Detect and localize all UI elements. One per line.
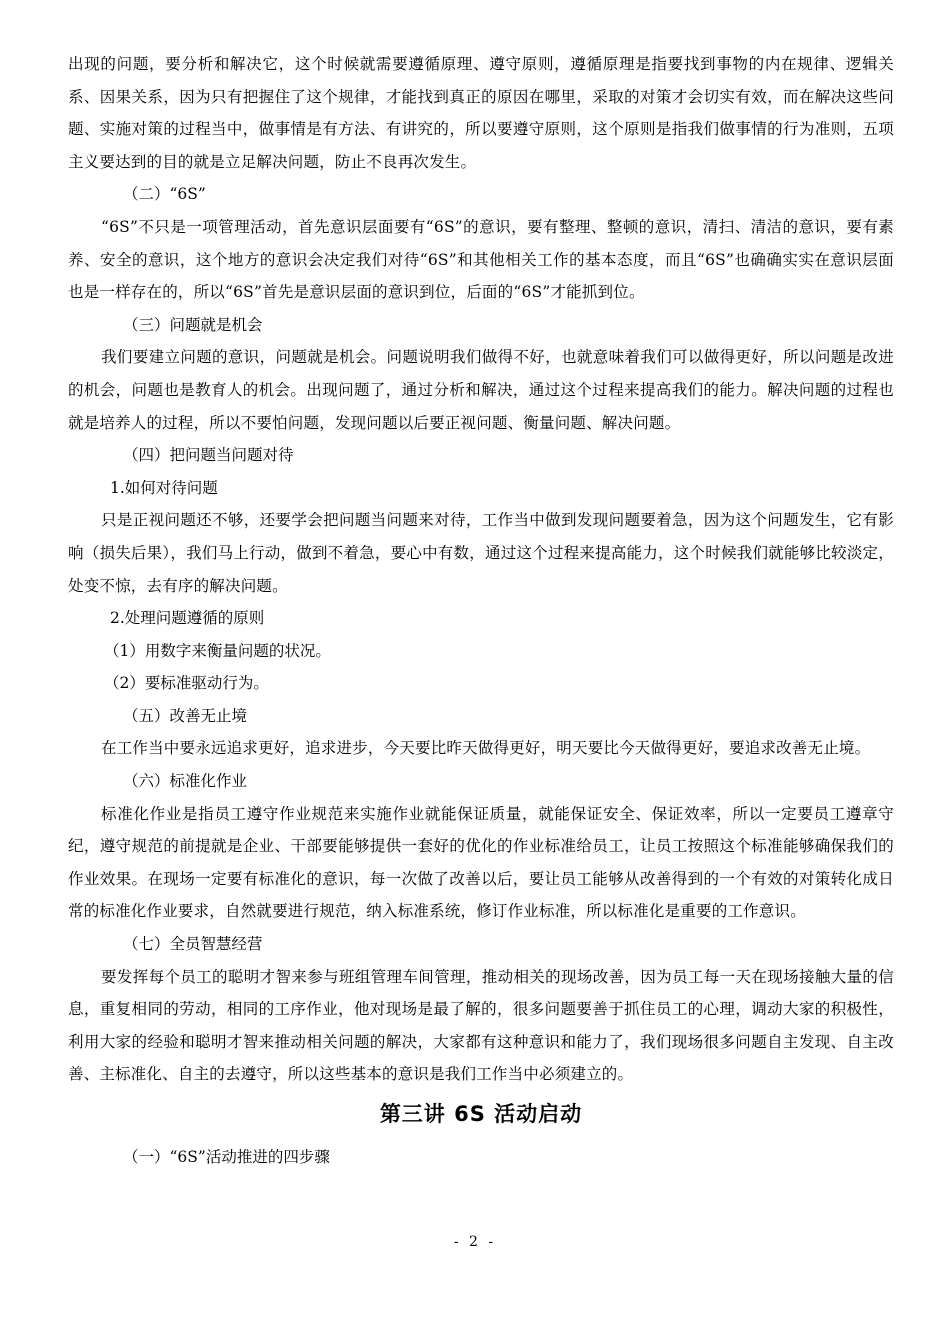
heading-continuous-improvement: （五）改善无止境 — [123, 706, 248, 725]
heading-collective-wisdom: （七）全员智慧经营 — [123, 935, 263, 954]
heading-treat-problems: （四）把问题当问题对待 — [123, 446, 294, 465]
paragraph-treat-problems: 只是正视问题还不够，还要学会把问题当问题来对待，工作当中做到发现问题要着急，因为这个问题发生，它有影响（损失后果），我们马上行动，做到不着急，要心中有数，通过这个过程来提高能力，这个时候我们就能够比较淡定，处变不惊，去有序的解决问题。 — [68, 511, 894, 595]
heading-problem-is-opportunity: （三）问题就是机会 — [123, 315, 263, 334]
subheading-principles: 2.处理问题遵循的原则 — [110, 609, 265, 628]
heading-6s: （二）“6S” — [123, 185, 206, 204]
subheading-how-to-treat: 1.如何对待问题 — [110, 478, 218, 497]
page-number: - 2 - — [453, 1234, 497, 1250]
lecture-title: 第三讲 6S 活动启动 — [379, 1102, 583, 1126]
paragraph-standardized-work: 标准化作业是指员工遵守作业规范来实施作业就能保证质量，就能保证安全、保证效率，所以一定要员工遵章守纪，遵守规范的前提就是企业、干部要能够提供一套好的优化的作业标准给员工，让员工按照这个标准能够确保我们的作业效果。在现场一定要有标准化的意识，每一次做了改善以后，要让员工能够从改善得到的一个有效的对策转化成日常的标准化作业要求，自然就要进行规范，纳入标准系统，修订作业标准，所以标准化是重要的工作意识。 — [68, 804, 894, 921]
list-item-measure: （1）用数字来衡量问题的状况。 — [104, 641, 331, 660]
heading-four-steps: （一）“6S”活动推进的四步骤 — [123, 1148, 330, 1166]
paragraph-principles: 出现的问题，要分析和解决它，这个时候就需要遵循原理、遵守原则，遵循原理是指要找到事物的内在规律、逻辑关系、因果关系，因为只有把握住了这个规律，才能找到真正的原因在哪里，采取的对策才会切实有效，而在解决这些问题、实施对策的过程当中，做事情是有方法、有讲究的，所以要遵守原则，这个原则是指我们做事情的行为准则，五项主义要达到的目的就是立足解决问题，防止不良再次发生。 — [68, 55, 894, 171]
paragraph-collective-wisdom: 要发挥每个员工的聪明才智来参与班组管理车间管理，推动相关的现场改善，因为员工每一天在现场接触大量的信息，重复相同的劳动，相同的工序作业，他对现场是最了解的，很多问题要善于抓住员工的心理，调动大家的积极性，利用大家的经验和聪明才智来推动相关问题的解决，大家都有这种意识和能力了，我们现场很多问题自主发现、自主改善、主标准化、自主的去遵守，所以这些基本的意识是我们工作当中必须建立的。 — [68, 967, 894, 1084]
document-body — [68, 48, 894, 1174]
paragraph-6s-awareness: “6S”不只是一项管理活动，首先意识层面要有“6S”的意识，要有整理、整顿的意识，清扫、清洁的意识，要有素养、安全的意识，这个地方的意识会决定我们对待“6S”和其他相关工作的基本态度，而且“6S”也确确实实在意识层面也是一样存在的，所以“6S”首先是意识层面的意识到位，后面的“6S”才能抓到位。 — [68, 217, 894, 302]
paragraph-continuous-improvement: 在工作当中要永远追求更好，追求进步，今天要比昨天做得更好，明天要比今天做得更好，要追求改善无止境。 — [101, 739, 871, 758]
heading-standardized-work: （六）标准化作业 — [123, 772, 248, 791]
list-item-standard: （2）要标准驱动行为。 — [104, 674, 269, 693]
paragraph-problem-awareness: 我们要建立问题的意识，问题就是机会。问题说明我们做得不好，也就意味着我们可以做得更好，所以问题是改进的机会，问题也是教育人的机会。出现问题了，通过分析和解决，通过这个过程来提高我们的能力。解决问题的过程也就是培养人的过程，所以不要怕问题，发现问题以后要正视问题、衡量问题、解决问题。 — [68, 348, 894, 432]
